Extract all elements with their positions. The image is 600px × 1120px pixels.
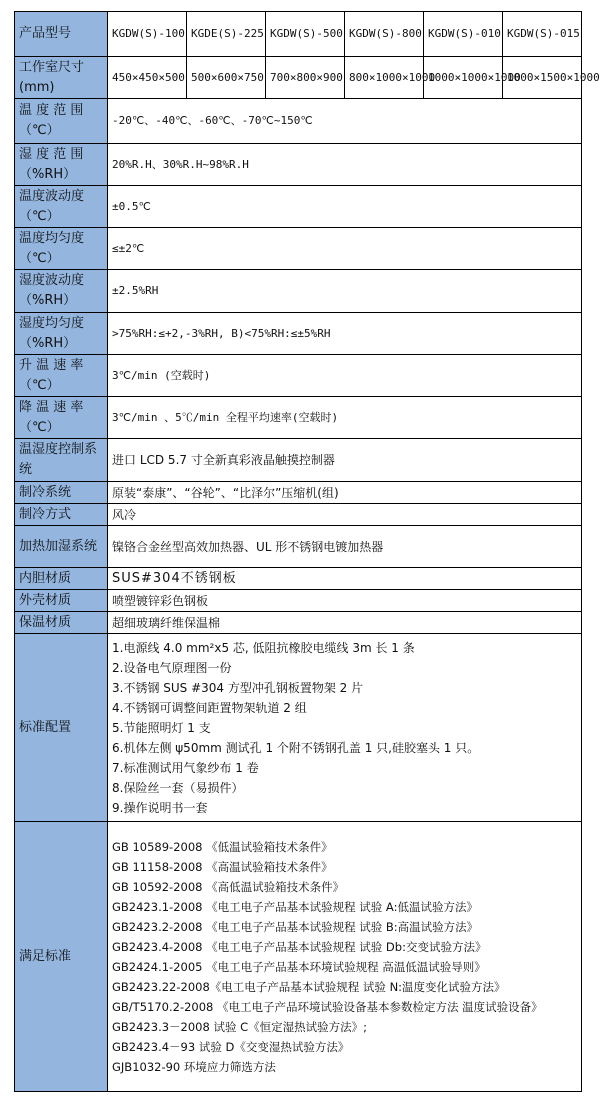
spec-row-heating-humidifying: [15, 526, 582, 568]
spec-label: 外壳材质: [15, 590, 108, 612]
spec-label: 湿 度 范 围（%RH）: [15, 144, 108, 186]
spec-row-humidity-fluctuation: [15, 270, 582, 313]
spec-label: 降 温 速 率（℃）: [15, 397, 108, 439]
list-item: 9.操作说明书一套: [112, 800, 208, 815]
spec-row-insulation-material: [15, 612, 582, 634]
chamber-size-cell: 500×600×750: [187, 57, 266, 99]
spec-label: 保温材质: [15, 612, 108, 634]
standard-config-row: [15, 634, 582, 822]
list-item: 2.设备电气原理图一份: [112, 660, 232, 675]
list-item: GJB1032-90 环境应力筛选方法: [112, 1059, 276, 1074]
spec-row-temperature-uniformity: [15, 228, 582, 270]
spec-row-cooling-rate: [15, 397, 582, 439]
spec-value: 超细玻璃纤维保温棉: [108, 612, 582, 634]
spec-label: 内胆材质: [15, 568, 108, 590]
spec-label: 温度均匀度（℃）: [15, 228, 108, 270]
spec-label: 湿度均匀度（%RH）: [15, 313, 108, 355]
chamber-size-label: 工作室尺寸(mm): [15, 57, 108, 99]
spec-value: ±2.5%RH: [108, 270, 582, 313]
list-item: GB 10589-2008 《低温试验箱技术条件》: [112, 839, 333, 854]
list-item: GB2423.22-2008《电工电子产品基本试验规程 试验 N:温度变化试验方法》: [112, 979, 506, 994]
spec-value: ±0.5℃: [108, 186, 582, 228]
list-item: GB2423.1-2008 《电工电子产品基本试验规程 试验 A:低温试验方法》: [112, 899, 478, 914]
model-label: 产品型号: [15, 12, 108, 57]
model-cell: KGDW(S)-015: [503, 12, 582, 57]
spec-value: 喷塑镀锌彩色钢板: [108, 590, 582, 612]
spec-value: -20℃、-40℃、-60℃、-70℃~150℃: [108, 99, 582, 144]
standards-label: 满足标准: [15, 822, 108, 1092]
spec-row-humidity-uniformity: [15, 313, 582, 355]
standards-list: [108, 822, 582, 1092]
spec-row-temperature-range: [15, 99, 582, 144]
spec-value: 镍铬合金丝型高效加热器、UL 形不锈钢电镀加热器: [108, 526, 582, 568]
spec-row-inner-material: [15, 568, 582, 590]
spec-label: 湿度波动度（%RH）: [15, 270, 108, 313]
spec-value: 进口 LCD 5.7 寸全新真彩液晶触摸控制器: [108, 439, 582, 482]
list-item: GB 10592-2008 《高低温试验箱技术条件》: [112, 879, 345, 894]
spec-label: 温度波动度（℃）: [15, 186, 108, 228]
model-cell: KGDW(S)-500: [266, 12, 345, 57]
spec-value: 20%R.H、30%R.H~98%R.H: [108, 144, 582, 186]
spec-value: 原装“泰康”、“谷轮”、“比泽尔”压缩机(组): [108, 482, 582, 504]
model-cell: KGDW(S)-100: [108, 12, 187, 57]
chamber-size-cell: 450×450×500: [108, 57, 187, 99]
model-cell: KGDE(S)-225: [187, 12, 266, 57]
chamber-size-cell: 800×1000×1000: [345, 57, 424, 99]
spec-label: 温湿度控制系统: [15, 439, 108, 482]
chamber-size-cell: 1000×1500×1000: [503, 57, 582, 99]
spec-row-control-system: [15, 439, 582, 482]
model-row: [15, 12, 582, 57]
spec-label: 制冷方式: [15, 504, 108, 526]
spec-value: >75%RH:≤+2,-3%RH, B)<75%RH:≤±5%RH: [108, 313, 582, 355]
spec-value: ≤±2℃: [108, 228, 582, 270]
list-item: GB 11158-2008 《高温试验箱技术条件》: [112, 859, 333, 874]
spec-value: SUS#304不锈钢板: [108, 568, 582, 590]
spec-row-humidity-range: [15, 144, 582, 186]
spec-row-temperature-fluctuation: [15, 186, 582, 228]
spec-row-refrigeration-system: [15, 482, 582, 504]
spec-table: [14, 11, 600, 1092]
spec-value: 3℃/min (空载时): [108, 355, 582, 397]
list-item: GB2423.4-2008 《电工电子产品基本试验规程 试验 Db:交变试验方法》: [112, 939, 487, 954]
spec-value: 风冷: [108, 504, 582, 526]
spec-label: 制冷系统: [15, 482, 108, 504]
standard-config-list: [108, 634, 582, 822]
model-cell: KGDW(S)-800: [345, 12, 424, 57]
list-item: GB/T5170.2-2008 《电工电子产品环境试验设备基本参数检定方法 温度试验设备》: [112, 999, 543, 1014]
list-item: 6.机体左侧 ψ50mm 测试孔 1 个附不锈钢孔盖 1 只,硅胶塞头 1 只。: [112, 740, 480, 755]
spec-row-outer-material: [15, 590, 582, 612]
spec-row-cooling-method: [15, 504, 582, 526]
spec-label: 升 温 速 率（℃）: [15, 355, 108, 397]
list-item: GB2423.3－2008 试验 C《恒定湿热试验方法》;: [112, 1019, 368, 1034]
spec-label: 加热加湿系统: [15, 526, 108, 568]
list-item: GB2424.1-2005 《电工电子产品基本环境试验规程 高温低温试验导则》: [112, 959, 486, 974]
list-item: 5.节能照明灯 1 支: [112, 720, 211, 735]
list-item: 4.不锈钢可调整间距置物架轨道 2 组: [112, 700, 307, 715]
chamber-size-cell: 700×800×900: [266, 57, 345, 99]
spec-row-heating-rate: [15, 355, 582, 397]
list-item: 3.不锈钢 SUS #304 方型冲孔钢板置物架 2 片: [112, 680, 364, 695]
list-item: 8.保险丝一套（易损件）: [112, 780, 244, 795]
list-item: GB2423.4－93 试验 D《交变湿热试验方法》: [112, 1039, 350, 1054]
chamber-size-cell: 1000×1000×1000: [424, 57, 503, 99]
list-item: GB2423.2-2008 《电工电子产品基本试验规程 试验 B:高温试验方法》: [112, 919, 479, 934]
standard-config-label: 标准配置: [15, 634, 108, 822]
list-item: 1.电源线 4.0 mm²x5 芯, 低阻抗橡胶电缆线 3m 长 1 条: [112, 640, 415, 655]
list-item: 7.标准测试用气象纱布 1 卷: [112, 760, 259, 775]
model-cell: KGDW(S)-010: [424, 12, 503, 57]
spec-value: 3℃/min 、5℃/min 全程平均速率(空载时): [108, 397, 582, 439]
spec-label: 温 度 范 围（℃）: [15, 99, 108, 144]
chamber-size-row: [15, 57, 582, 99]
standards-row: [15, 822, 582, 1092]
